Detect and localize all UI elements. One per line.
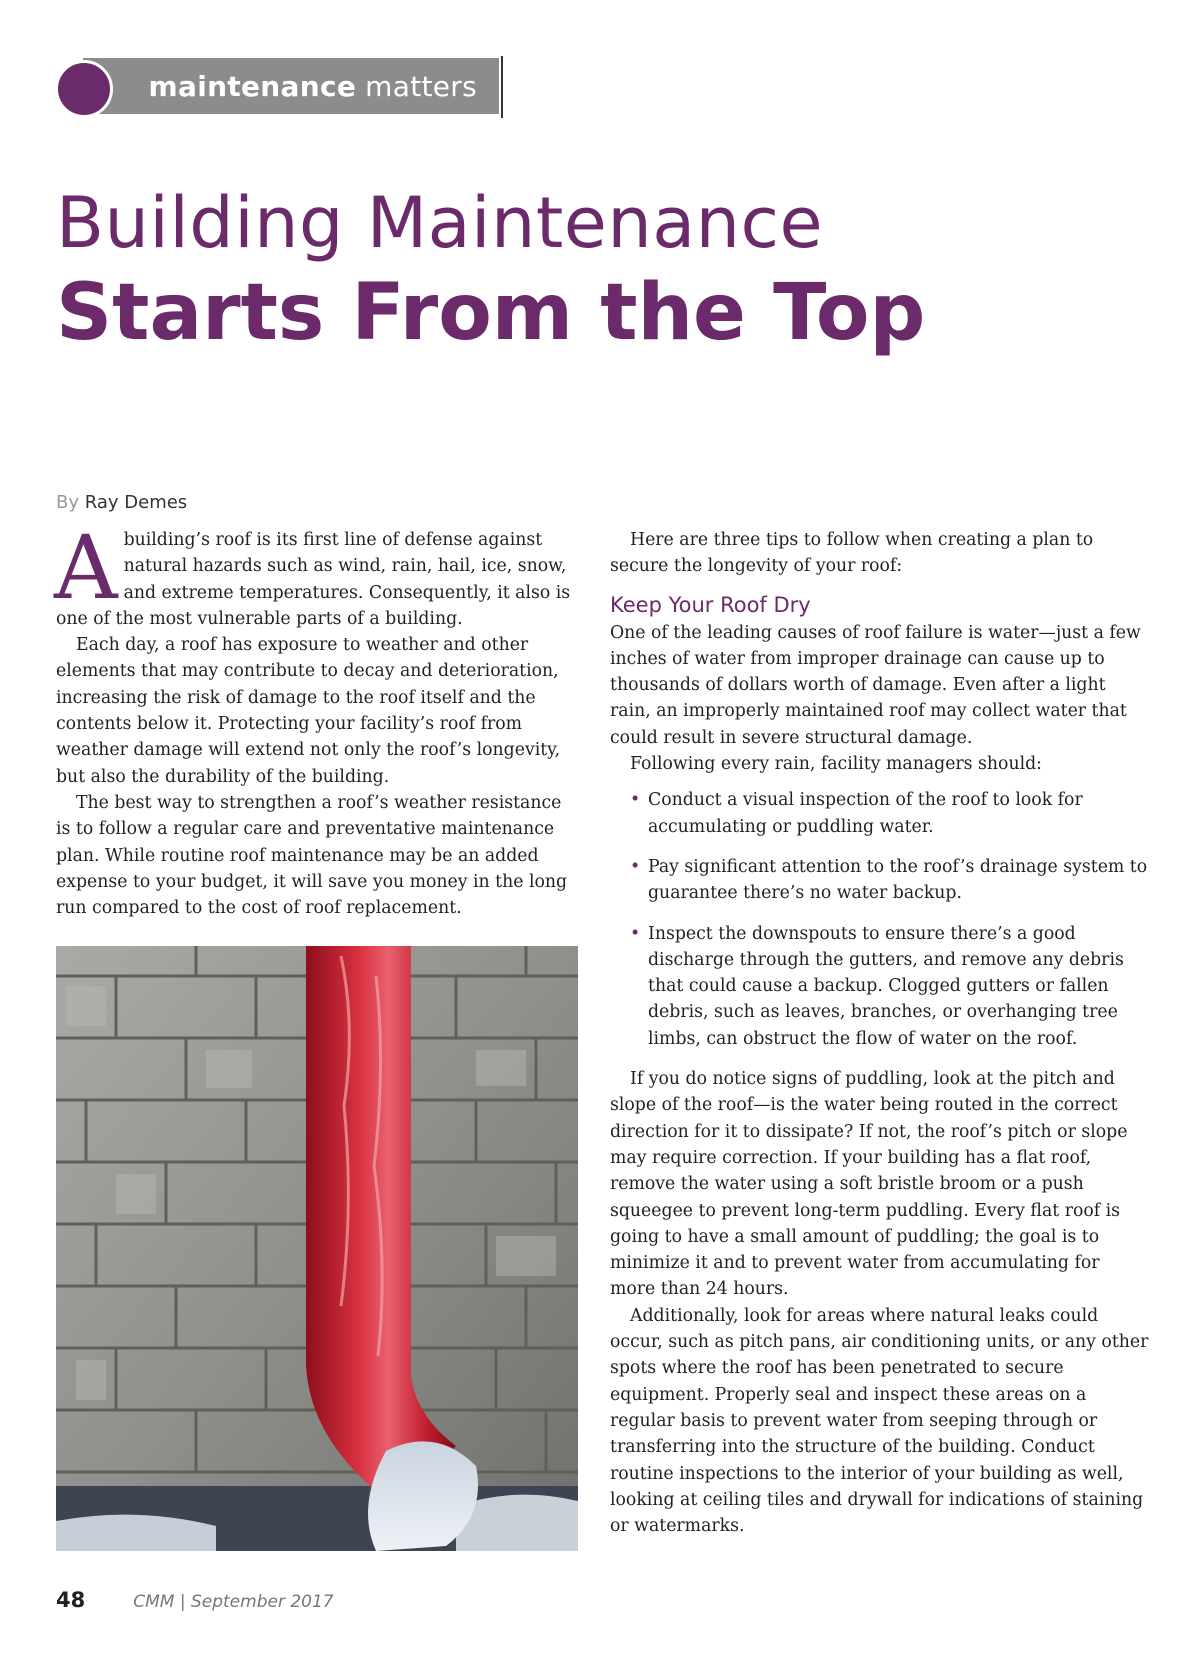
byline — [56, 492, 187, 513]
section-heading: Keep Your Roof Dry — [610, 592, 811, 617]
section-tag-rest: matters — [365, 69, 477, 103]
right-column — [610, 527, 1150, 1539]
left-column — [54, 516, 576, 921]
left-paragraph-1 — [54, 516, 576, 632]
right-paragraph-1: One of the leading causes of roof failure is water—just a few inches of water from improper drainage can cause up to thousands of dollars worth of damage. Even after a light rain, an improperly maintained roof may collect water that could result in severe structural damage. — [610, 622, 1141, 748]
bullet-item-2: • Pay significant attention to the roof’s drainage system to guarantee there’s no water backup. — [648, 854, 1150, 907]
section-tag — [55, 56, 505, 116]
title-line-1: Building Maintenance — [56, 182, 824, 264]
page-footer — [56, 1588, 334, 1612]
bullet-item-1: • Conduct a visual inspection of the roof to look for accumulating or puddling water. — [648, 787, 1150, 840]
bullet-list — [610, 787, 1150, 1052]
downspout-photo — [56, 946, 578, 1551]
publication-date: CMM | September 2017 — [133, 1592, 334, 1612]
right-paragraph-4: Additionally, look for areas where natural leaks could occur, such as pitch pans, air conditioning units, or any other spots where the roof has been penetrated to secure equipment. Properly seal and inspect these areas on a regular basis to prevent water from seeping through or transferring into the structure of the building. Conduct routine inspections to the interior of your building as well, looking at ceiling tiles and drywall for indications of staining or watermarks. — [610, 1305, 1149, 1537]
section-tag-bar — [83, 58, 499, 114]
left-paragraph-3: The best way to strengthen a roof’s weather resistance is to follow a regular care and preventative maintenance plan. While routine roof maintenance may be an added expense to your budget, it will save you money in the long run compared to the cost of roof replacement. — [56, 792, 568, 919]
byline-by: By — [56, 492, 80, 513]
left-paragraph-2: Each day, a roof has exposure to weather and other elements that may contribute to decay and deterioration, increasing the risk of damage to the roof itself and the contents below it. Protecting your facility’s roof from weather damage will extend not only the roof’s longevity, but also the durability of the building. — [56, 635, 561, 787]
bullet-item-3: • Inspect the downspouts to ensure there’s a good discharge through the gutters, and remove any debris that could cause a backup. Clogged gutters or fallen debris, such as leaves, branches, or overhanging tree limbs, can obstruct the flow of water on the roof. — [648, 921, 1150, 1052]
left-paragraph-1-text: building’s roof is its first line of defense against natural hazards such as wind, rain, hail, ice, snow, and extreme temperatures. Consequently, it also is one of the most vulnerable parts of a building. — [56, 530, 571, 629]
right-paragraph-2: Following every rain, facility managers should: — [630, 754, 1042, 775]
section-tag-divider — [501, 56, 503, 118]
drop-cap: A — [54, 516, 118, 619]
title-line-2: Starts From the Top — [56, 268, 926, 358]
section-tag-bold: maintenance — [148, 69, 357, 103]
byline-author: Ray Demes — [84, 492, 188, 513]
right-intro: Here are three tips to follow when creating a plan to secure the longevity of your roof: — [610, 530, 1094, 577]
section-tag-dot-icon — [55, 60, 113, 118]
page-number: 48 — [56, 1588, 86, 1612]
right-paragraph-3: If you do notice signs of puddling, look at the pitch and slope of the roof—is the water being routed in the correct direction for it to dissipate? If not, the roof’s pitch or slope may require correction. If your building has a flat roof, remove the water using a soft bristle broom or a push squeegee to prevent long-term puddling. Every flat roof is going to have a small amount of puddling; the goal is to minimize it and to prevent water from accumulating for more than 24 hours. — [610, 1069, 1128, 1300]
